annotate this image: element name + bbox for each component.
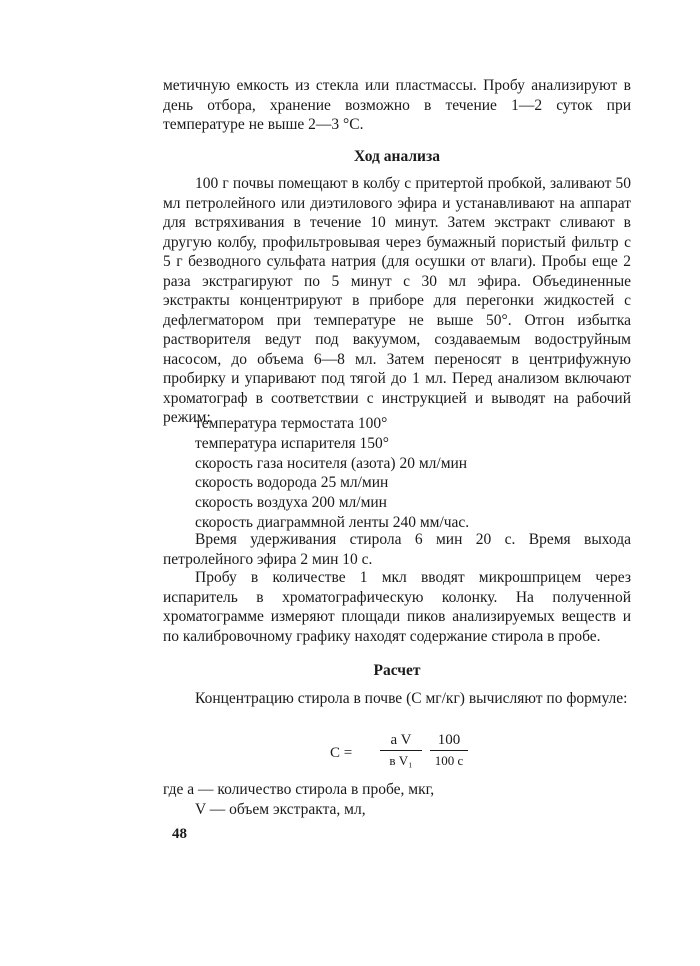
parameter-item: скорость водорода 25 мл/мин <box>195 474 389 492</box>
formula-fraction-1 <box>380 732 422 768</box>
section-heading-procedure: Ход анализа <box>354 148 440 165</box>
where-line-2: V — объем экстракта, мл, <box>195 801 366 818</box>
intro-paragraph: метичную емкость из стекла или пластмассы. Пробу анализируют в день отбора, хранение возможно в течение 1—2 суток при температуре не выше 2—3 °С. <box>163 77 631 133</box>
parameter-item: температура испарителя 150° <box>195 434 389 452</box>
where-line-1: где a — количество стирола в пробе, мкг, <box>163 781 435 798</box>
injection-paragraph: Пробу в количестве 1 мкл вводят микрошприцем через испаритель в хроматографическую колонку. На полученной хроматограмме измеряют площади пиков анализируемых веществ и по калибровочному графику находят содержание стирола в пробе. <box>163 569 631 645</box>
retention-paragraph: Время удерживания стирола 6 мин 20 с. Время выхода петролейного эфира 2 мин 10 с. <box>163 531 631 568</box>
page-number: 48 <box>172 826 187 842</box>
parameter-item: скорость газа носителя (азота) 20 мл/мин <box>195 454 468 472</box>
parameter-item: скорость диаграммной ленты 240 мм/час. <box>195 513 470 531</box>
parameter-item: скорость воздуха 200 мл/мин <box>195 494 387 512</box>
fraction-2-numerator: 100 <box>430 732 468 751</box>
section-heading-calculation: Расчет <box>373 662 421 679</box>
fraction-1-denominator: в V₁ <box>389 753 413 768</box>
instrument-parameters-list <box>195 414 615 533</box>
formula-lhs: C = <box>330 745 353 761</box>
fraction-1-numerator: a V <box>380 732 422 751</box>
parameter-item: температура термостата 100° <box>195 415 388 432</box>
calculation-paragraph: Концентрацию стирола в почве (С мг/кг) вычисляют по формуле: <box>195 690 628 707</box>
procedure-paragraph: 100 г почвы помещают в колбу с притертой пробкой, заливают 50 мл петролейного или диэтилового эфира и устанавливают на аппарат для встряхивания в течение 10 минут. Затем экстракт сливают в другую колбу, профильтровывая через бумажный пористый фильтр с 5 г безводного сульфата натрия (для осушки от влаги). Пробы еще 2 раза экстрагируют по 5 минут с 30 мл эфира. Объединенные экстракты концентрируют в приборе для перегонки жидкостей с дефлегматором при температуре не выше 50°. Отгон избытка растворителя ведут под вакуумом, создаваемым водоструйным насосом, до объема 6—8 мл. Затем переносят в центрифужную пробирку и упаривают под тягой до 1 мл. Перед анализом включают хроматограф в соответствии с инструкцией и выводят на рабочий режим: <box>163 175 631 426</box>
formula-fraction-2 <box>430 732 468 768</box>
concentration-formula <box>330 732 490 776</box>
fraction-2-denominator: 100 с <box>434 753 464 768</box>
